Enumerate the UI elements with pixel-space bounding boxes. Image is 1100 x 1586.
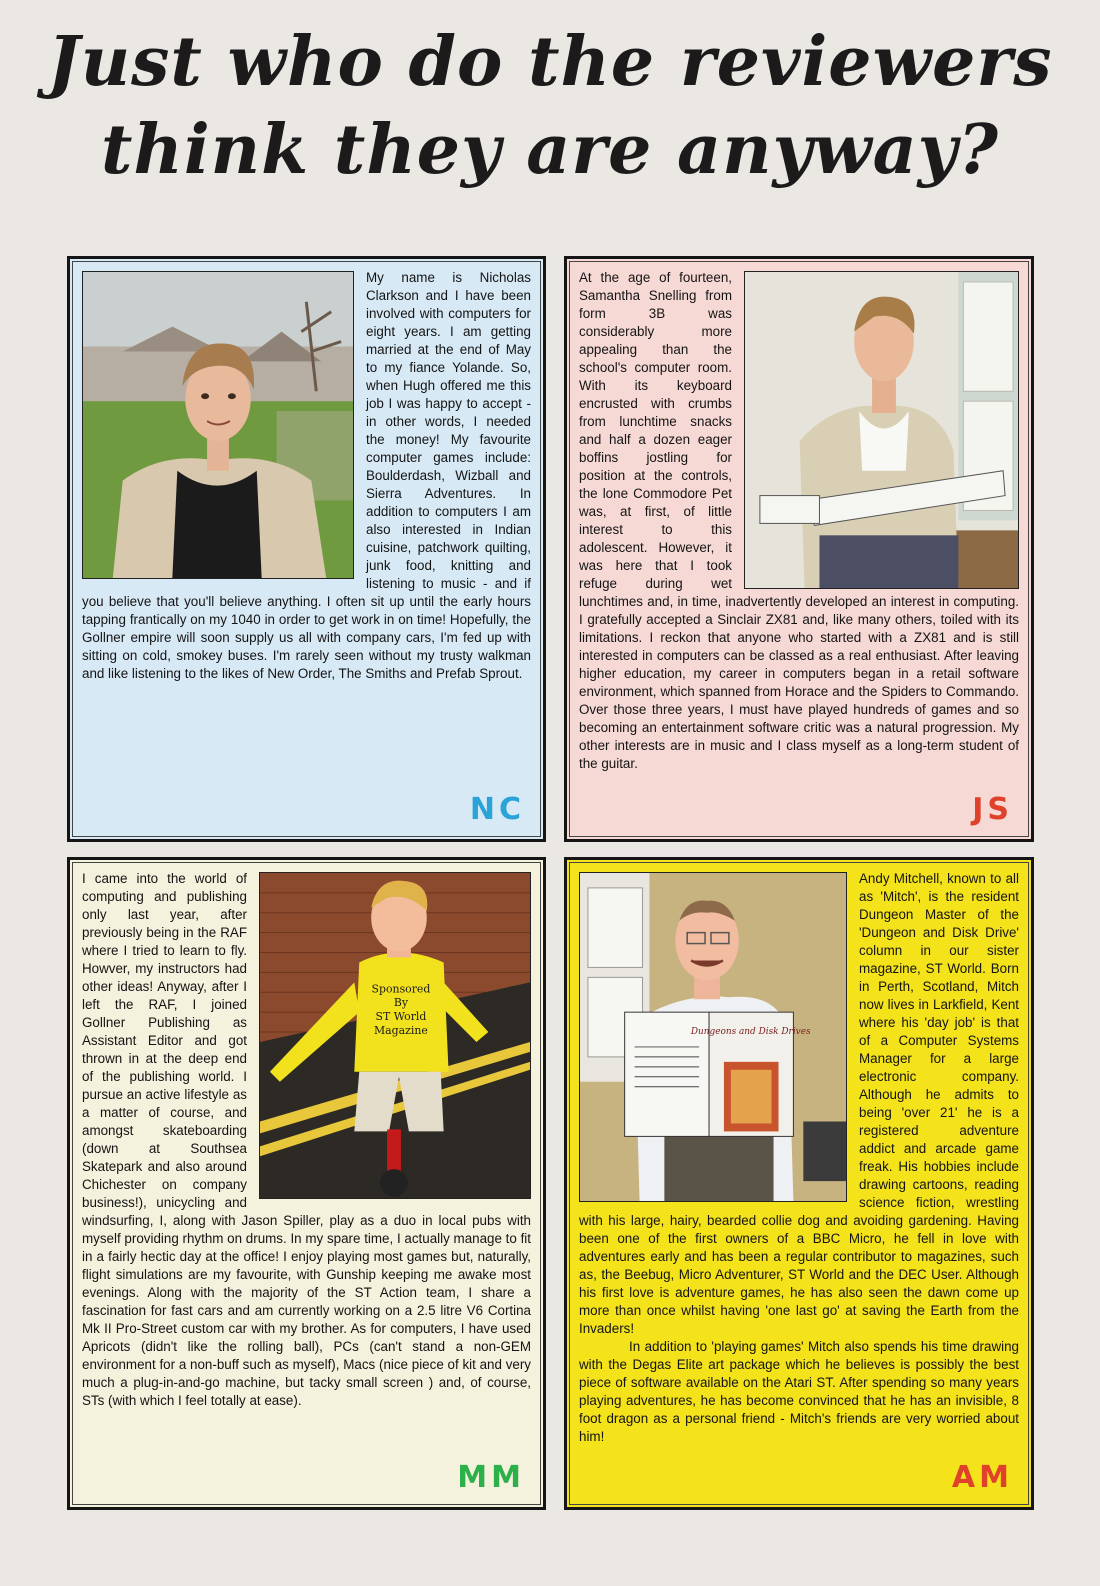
- reviewer-initials-mm: MM: [457, 1460, 525, 1495]
- guitar-photo-art: [745, 272, 1018, 588]
- shirt-text-4: Magazine: [374, 1024, 428, 1038]
- reviewer-panel-mm: [67, 857, 546, 1510]
- reviewer-panel-am: [564, 857, 1034, 1510]
- headline-line-2: think they are anyway?: [101, 110, 999, 190]
- portrait-photo-art: [83, 272, 353, 578]
- magazine-photo-art: [580, 873, 846, 1201]
- shirt-text-3: ST World: [375, 1010, 427, 1024]
- reviewer-panel-js: [564, 256, 1034, 842]
- headline-line-1: Just who do the reviewers: [47, 22, 1053, 102]
- reviewer-initials-nc: NC: [469, 792, 525, 827]
- reviewer-bio-mm: I came into the world of computing and publishing only last year, after previously being in the RAF where I tried to learn to fly. Howver, my instructors had other ideas! Anyway, after I left the RAF, I joined Gollner Publishing as Assistant Editor and got thrown in at the deep end of the publishing world. I pursue an active lifestyle as a matter of course, and amongst skateboarding (down at Southsea Skatepark and also around Chichester on company business!), unicycling and windsurfing, I, along with Jason Spiller, play as a duo in local pubs with myself providing rhythm on drums. In my spare time, I actually manage to fit in a fairly hectic day at the office! I enjoy playing most games but, naturally, flight simulations are my favourite, with Gunship keeping me awake most evenings. Along with the majority of the ST Action team, I share a fascination for fast cars and am currently working on a 2.5 litre V6 Cortina Mk II Pro-Street custom car with my brother. As for computers, I have used Apricots (didn't like the rolling ball), PCs (can't stand a non-GEM environment for a non-buff such as myself), Macs (nice piece of kit and very much a plug-in-and-go machine, but tacky small screen ) and, of course, STs (with which I feel totally at ease).: [82, 871, 531, 1408]
- shirt-text-2: By: [393, 996, 409, 1010]
- reviewer-initials-js: JS: [972, 792, 1013, 827]
- magazine-title: Dungeons and Disk Drives: [690, 1027, 811, 1038]
- reviewer-bio-am-paragraph-1: Andy Mitchell, known to all as 'Mitch', is the resident Dungeon Master of the 'Dungeon and Disk Drive' column in our sister magazine, ST World. Born in Perth, Scotland, Mitch now lives in Larkfield, Kent where his 'day job' is that of a Computer Systems Manager for a large electronic company. Although he admits to being 'over 21' he is a registered adventure addict and arcade game freak. His hobbies include drawing cartoons, reading science fiction, wrestling with his large, hairy, bearded collie dog and avoiding gardening. Having been one of the first owners of a BBC Micro, he fell in love with adventures early and has been a regular contributor to magazines, such as, the Beebug, Micro Adventurer, ST World and the DEC User. Although his first love is adventure games, he has also seen the dawn come up more than once whilst having 'one last go' at saving the Earth from the Invaders!: [579, 871, 1019, 1336]
- portrait-photo: [82, 271, 354, 579]
- reviewer-panel-nc: [67, 256, 546, 842]
- page-headline: [30, 18, 1070, 194]
- guitar-photo: [744, 271, 1019, 589]
- unicycle-photo-art: [260, 873, 530, 1198]
- unicycle-photo: [259, 872, 531, 1199]
- reviewer-bio-js: At the age of fourteen, Samantha Snelling from form 3B was considerably more appealing than the school's computer room. With its keyboard encrusted with crumbs from lunchtime snacks and half a dozen eager boffins jostling for position at the controls, the lone Commodore Pet was, at first, of little interest to this adolescent. However, it was here that I took refuge during wet lunchtimes and, in time, inadvertently developed an interest in computing. I gratefully accepted a Sinclair ZX81 and, like many others, toiled with its limitations. I reckon that anyone who started with a ZX81 and is still interested in computers can be classed as a real enthusiast. After leaving higher education, my career in computers began in a retail software environment, which spanned from Horace and the Spiders to Commando. Over those three years, I must have played hundreds of games and so becoming an entertainment software critic was a natural progression. My other interests are in music and I class myself as a long-term student of the guitar.: [579, 270, 1019, 771]
- reviewer-initials-am: AM: [951, 1460, 1013, 1495]
- magazine-photo: [579, 872, 847, 1202]
- reviewer-bio-am-paragraph-2: In addition to 'playing games' Mitch also spends his time drawing with the Degas Elite art package which he believes is possibly the best piece of software available on the Atari ST. After spending so many years playing adventures, he has become convinced that he has an invisible, 8 foot dragon as a personal friend - Mitch's friends are very worried about him!: [579, 1339, 1019, 1444]
- shirt-text-1: Sponsored: [371, 982, 431, 996]
- reviewer-bio-nc: My name is Nicholas Clarkson and I have been involved with computers for eight years. I am getting married at the end of May to my fiance Yolande. So, when Hugh offered me this job I was happy to accept - in other words, I needed the money! My favourite computer games include: Boulderdash, Wizball and Sierra Adventures. In addition to computers I am also interested in Indian cuisine, patchwork quilting, junk food, knitting and listening to music - and if you believe that you'll believe anything. I often sit up until the early hours tapping frantically on my 1040 in order to get work in on time! Hopefully, the Gollner empire will soon supply us all with company cars, I'm fed up with sitting on cold, smokey buses. I'm rarely seen without my trusty walkman and like listening to the likes of New Order, The Smiths and Prefab Sprout.: [82, 270, 531, 681]
